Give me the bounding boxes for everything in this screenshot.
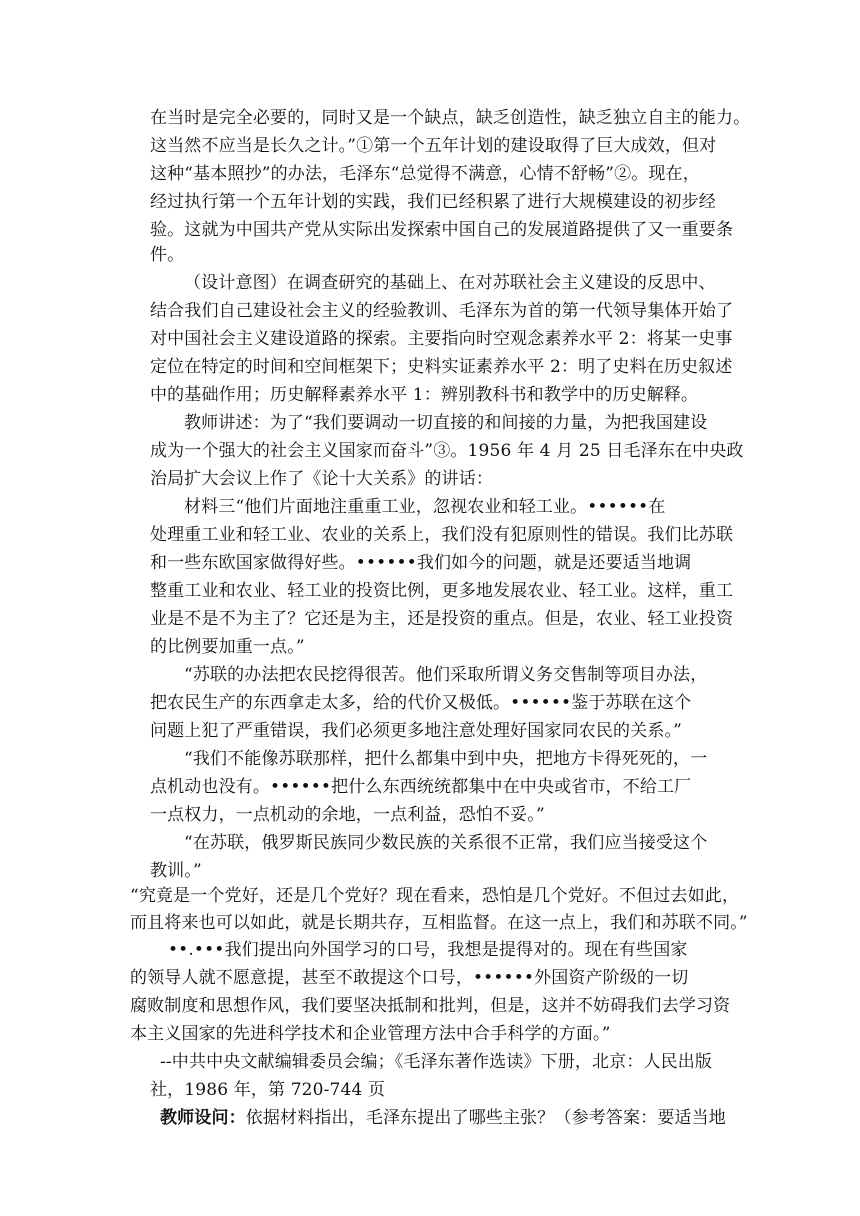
text-line: 一点权力，一点机动的余地，一点利益，恐怕不妥。”: [150, 805, 545, 825]
citation-line: 社，1986 年，第 720-744 页: [150, 1080, 386, 1100]
text-line: 把农民生产的东西拿走太多，给的代价又极低。••••••鉴于苏联在这个: [150, 693, 692, 713]
text-line: 这种“基本照抄”的办法，毛泽东“总觉得不满意，心情不舒畅”②。现在，: [150, 164, 700, 184]
text-line: “在苏联，俄罗斯民族同少数民族的关系很不正常，我们应当接受这个: [184, 833, 708, 853]
text-line: 结合我们自己建设社会主义的经验教训、毛泽东为首的第一代领导集体开始了: [150, 301, 734, 321]
text-line: 材料三“他们片面地注重重工业，忽视农业和轻工业。••••••在: [184, 497, 666, 517]
question-text: 依据材料指出，毛泽东提出了哪些主张？（参考答案：要适当地: [245, 1108, 726, 1128]
text-line: 处理重工业和轻工业、农业的关系上，我们没有犯原则性的错误。我们比苏联: [150, 525, 734, 545]
text-line: 的领导人就不愿意提，甚至不敢提这个口号，••••••外国资产阶级的一切: [130, 968, 689, 988]
text-line: “苏联的办法把农民挖得很苦。他们采取所谓义务交售制等项目办法，: [184, 665, 708, 685]
question-lead: 教师设问：: [160, 1108, 246, 1128]
text-line: 在当时是完全必要的，同时又是一个缺点，缺乏创造性，缺乏独立自主的能力。: [150, 108, 751, 128]
text-line: 对中国社会主义建设道路的探索。主要指向时空观念素养水平 2：将某一史事: [150, 329, 733, 349]
text-line: 整重工业和农业、轻工业的投资比例，更多地发展农业、轻工业。这样，重工: [150, 581, 734, 601]
text-line: （设计意图）在调查研究的基础上、在对苏联社会主义建设的反思中、: [184, 273, 716, 293]
text-line: 验。这就为中国共产党从实际出发探索中国自己的发展道路提供了又一重要条: [150, 220, 734, 240]
text-line: 教训。”: [150, 861, 202, 881]
text-line: 点机动也没有。••••••把什么东西统统都集中在中央或省市，不给工厂: [150, 777, 692, 797]
text-line: “我们不能像苏联那样，把什么都集中到中央，把地方卡得死死的，一: [184, 749, 708, 769]
text-line: 中的基础作用；历史解释素养水平 1：辨别教科书和教学中的历史解释。: [150, 385, 699, 405]
text-line: 本主义国家的先进科学技术和企业管理方法中合手科学的方面。”: [130, 1024, 611, 1044]
text-line: 问题上犯了严重错误，我们必须更多地注意处理好国家同农民的关系。”: [150, 721, 682, 741]
text-line: 教师讲述：为了“我们要调动一切直接的和间接的力量，为把我国建设: [184, 413, 708, 433]
text-line: 这当然不应当是长久之计。”①第一个五年计划的建设取得了巨大成效，但对: [150, 136, 717, 156]
text-line: 成为一个强大的社会主义国家而奋斗”③。1956 年 4 月 25 日毛泽东在中央政: [150, 441, 744, 461]
text-line: 经过执行第一个五年计划的实践，我们已经积累了进行大规模建设的初步经: [150, 192, 716, 212]
question-line: [160, 1106, 726, 1130]
text-line: 定位在特定的时间和空间框架下；史料实证素养水平 2：明了史料在历史叙述: [150, 357, 733, 377]
text-line: 而且将来也可以如此，就是长期共存，互相监督。在这一点上，我们和苏联不同。”: [130, 913, 748, 933]
text-line: ••.•••我们提出向外国学习的口号，我想是提得对的。现在有些国家: [168, 940, 688, 960]
text-line: 和一些东欧国家做得好些。••••••我们如今的问题，就是还要适当地调: [150, 553, 692, 573]
text-line: 的比例要加重一点。”: [150, 637, 305, 657]
text-line: 治局扩大会议上作了《论十大关系》的讲话：: [150, 469, 493, 489]
text-line: 件。: [150, 245, 185, 265]
text-line: 腐败制度和思想作风，我们要坚决抵制和批判，但是，这并不妨碍我们去学习资: [130, 996, 731, 1016]
text-line: 业是不是不为主了？它还是为主，还是投资的重点。但是，农业、轻工业投资: [150, 609, 734, 629]
text-line: “究竟是一个党好，还是几个党好？现在看来，恐怕是几个党好。不但过去如此，: [130, 886, 740, 906]
citation-line: --中共中央文献编辑委员会编；《毛泽东著作选读》下册，北京：人民出版: [160, 1052, 713, 1072]
